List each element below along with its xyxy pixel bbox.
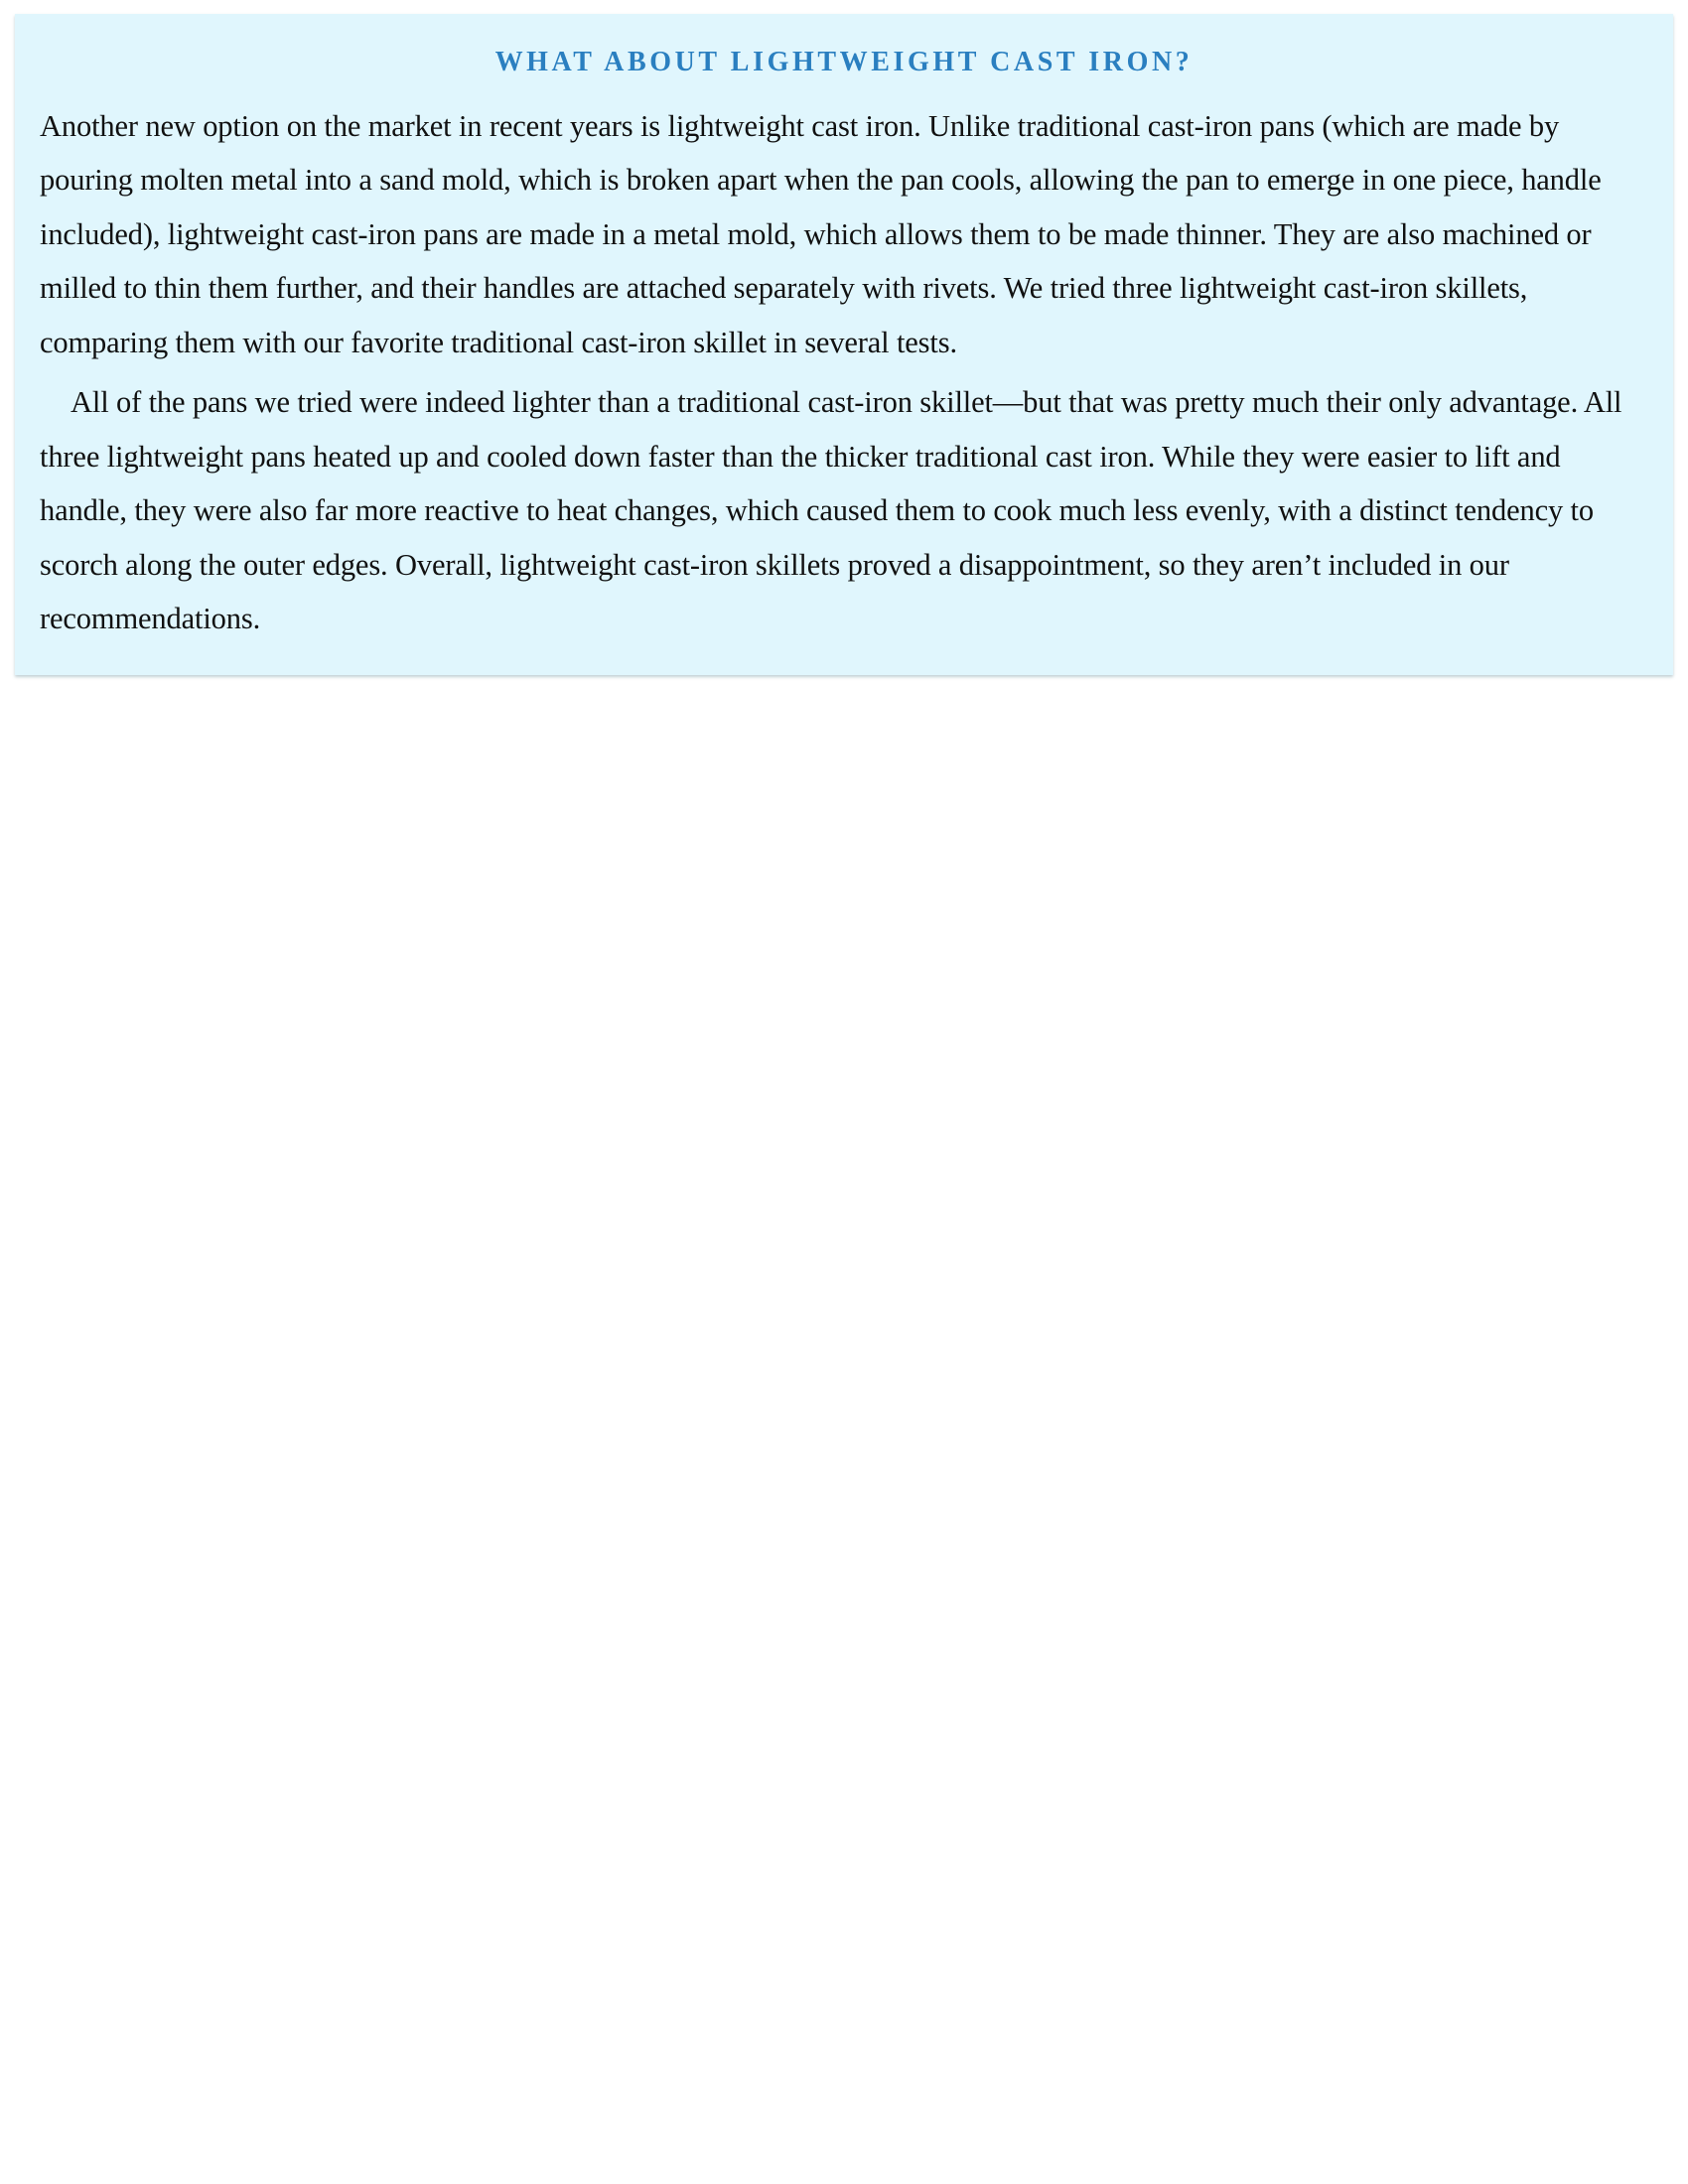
sidebar-title: WHAT ABOUT LIGHTWEIGHT CAST IRON? [494, 47, 1194, 77]
sidebar-paragraph-2: All of the pans we tried were indeed lighter than a traditional cast-iron skillet—but that was pretty much their only advantage. All three lightweight pans heated up and cooled down faster than the thicker traditional cast iron. While they were easier to lift and handle, they were also far more reactive to heat changes, which caused them to cook much less evenly, with a distinct tendency to scorch along the outer edges. Overall, lightweight cast-iron skillets proved a disappointment, so they aren’t included in our recommendations. [40, 385, 1622, 636]
sidebar-box [15, 14, 1673, 675]
sidebar-paragraph-1: Another new option on the market in recent years is lightweight cast iron. Unlike traditional cast-iron pans (which are made by pouring molten metal into a sand mold, which is broken apart when the pan cools, allowing the pan to emerge in one piece, handle included), lightweight cast-iron pans are made in a metal mold, which allows them to be made thinner. They are also machined or milled to thin them further, and their handles are attached separately with rivets. We tried three lightweight cast-iron skillets, comparing them with our favorite traditional cast-iron skillet in several tests. [40, 108, 1602, 359]
